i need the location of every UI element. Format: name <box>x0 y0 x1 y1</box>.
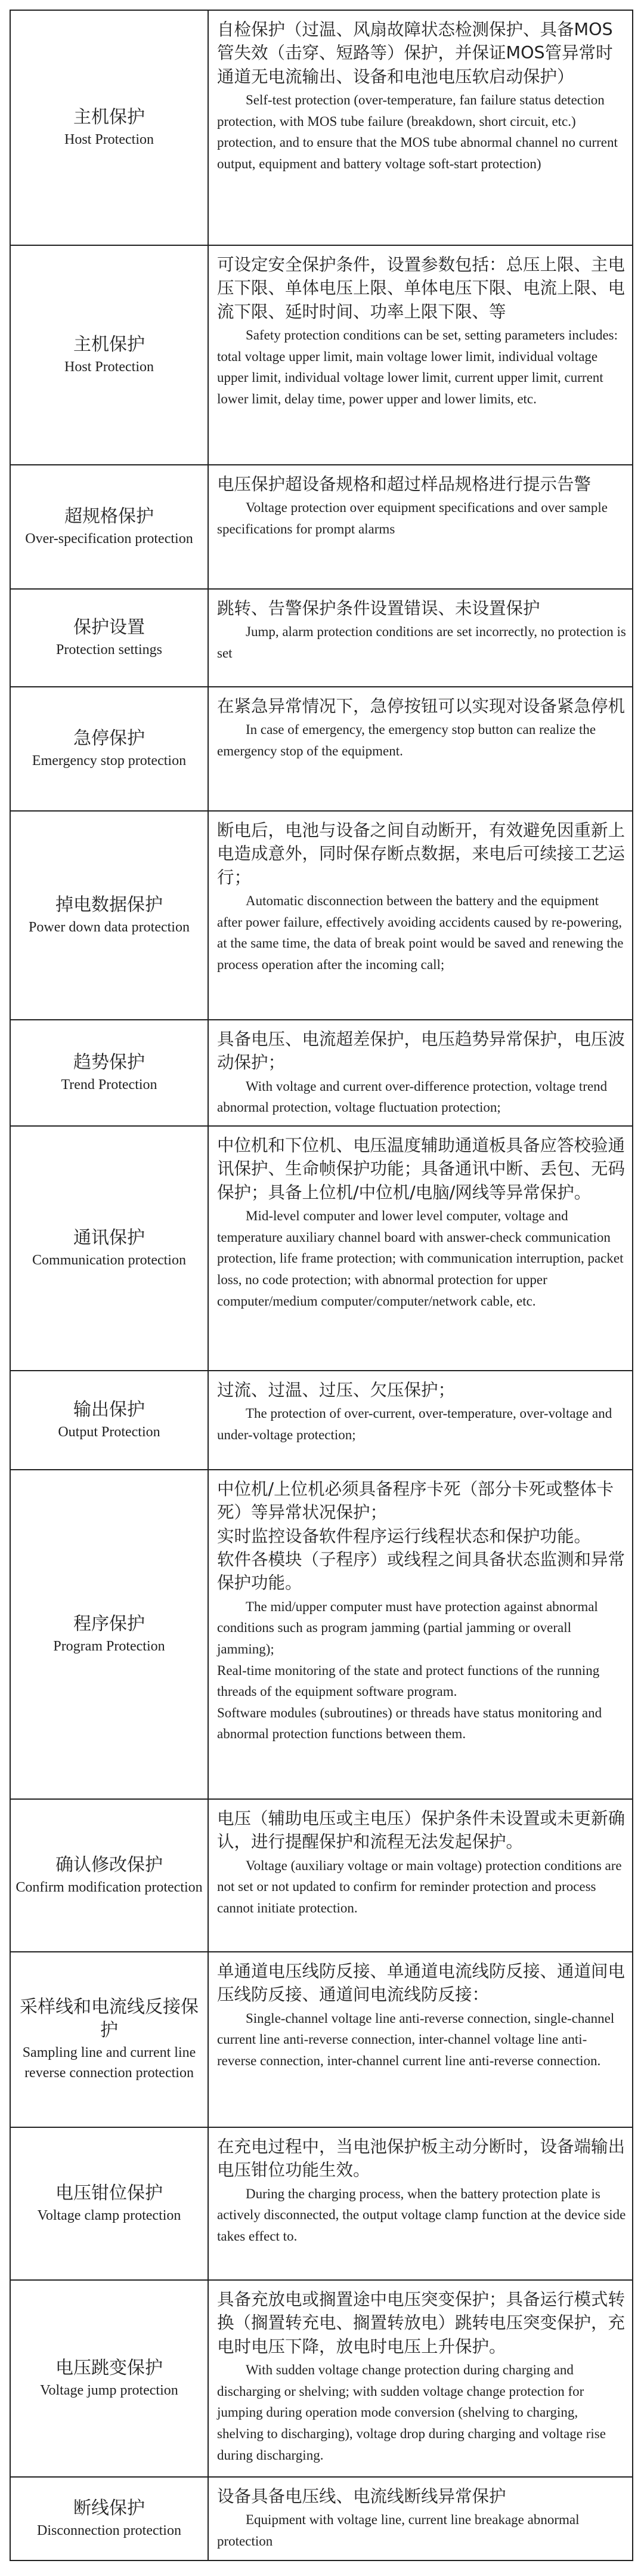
row-description-cell <box>209 1800 632 1951</box>
description-en: Software modules (subroutines) or threads have status monitoring and abnormal protection functions between them. <box>217 1705 602 1742</box>
row-description-cell <box>209 1952 632 2127</box>
table-row <box>11 1798 632 1951</box>
table-row <box>11 1951 632 2127</box>
protection-name-en: Program Protection <box>53 1638 165 1654</box>
protection-name-en: Communication protection <box>32 1252 186 1268</box>
description-zh: 软件各模块（子程序）或线程之间具备状态监测和异常保护功能。 <box>217 1549 626 1593</box>
description-en: With sudden voltage change protection during charging and discharging or shelving; with sudden voltage change protection for jumping during operation mode conversion (shelving to charging, shelving to discharging), voltage drop during charging and voltage rise during discharging. <box>217 2362 606 2463</box>
description-en: Single-channel voltage line anti-reverse connection, single-channel current line anti-reverse connection, inter-channel voltage line anti-reverse connection, inter-channel current line anti-reverse connection. <box>217 2010 615 2068</box>
description-en: Mid-level computer and lower level computer, voltage and temperature auxiliary channel board with answer-check communication protection, life frame protection; with communication interruption, packet loss, no code protection; with abnormal protection for upper computer/medium computer/computer/network cable, etc. <box>217 1208 624 1309</box>
row-label-cell <box>11 1371 209 1469</box>
description-zh: 单通道电压线防反接、单通道电流线防反接、通道间电压线防反接、通道间电流线防反接： <box>217 1961 626 2005</box>
description-zh: 自检保护（过温、风扇故障状态检测保护、具备MOS管失效（击穿、短路等）保护，并保证MOS管异常时通道无电流输出、设备和电池电压软启动保护） <box>217 20 613 87</box>
protection-name-en: Emergency stop protection <box>32 752 187 769</box>
protection-name-en: Confirm modification protection <box>16 1879 203 1895</box>
row-description-cell <box>209 2128 632 2279</box>
row-label-cell <box>11 246 209 464</box>
row-label-cell <box>11 687 209 810</box>
row-label-cell <box>11 1127 209 1370</box>
row-description-cell <box>209 2478 632 2560</box>
protection-name-en: Voltage clamp protection <box>37 2207 181 2223</box>
protection-name-zh: 主机保护 <box>73 106 145 128</box>
protection-name-zh: 通讯保护 <box>73 1227 145 1248</box>
protection-name-zh: 急停保护 <box>73 727 145 749</box>
row-label-cell <box>11 1952 209 2127</box>
protection-name-en: Voltage jump protection <box>40 2382 178 2398</box>
row-description-cell <box>209 812 632 1019</box>
protection-name-zh: 断线保护 <box>73 2497 145 2519</box>
description-zh: 中位机和下位机、电压温度辅助通道板具备应答校验通讯保护、生命帧保护功能；具备通讯中断、丢包、无码保护；具备上位机/中位机/电脑/网线等异常保护。 <box>217 1136 626 1202</box>
protection-name-zh: 电压钳位保护 <box>55 2182 163 2204</box>
protection-name-en: Over-specification protection <box>25 530 193 547</box>
row-label-cell <box>11 11 209 245</box>
protection-table <box>10 10 633 2561</box>
protection-name-en: Trend Protection <box>61 1076 157 1093</box>
row-description-cell <box>209 1127 632 1370</box>
protection-name-en: Sampling line and current line reverse connection protection <box>22 2045 196 2081</box>
protection-name-en: Protection settings <box>56 641 162 658</box>
description-zh: 设备具备电压线、电流线断线异常保护 <box>217 2486 506 2506</box>
protection-name-en: Host Protection <box>64 131 154 147</box>
description-zh: 电压保护超设备规格和超过样品规格进行提示告警 <box>217 474 592 494</box>
row-description-cell <box>209 11 632 245</box>
protection-name-zh: 电压跳变保护 <box>55 2357 163 2378</box>
table-row <box>11 1469 632 1798</box>
row-label-cell <box>11 465 209 588</box>
row-description-cell <box>209 590 632 686</box>
description-en: Real-time monitoring of the state and protect functions of the running threads of the equipment software program. <box>217 1662 600 1699</box>
table-row <box>11 2127 632 2279</box>
description-zh: 在紧急异常情况下，急停按钮可以实现对设备紧急停机 <box>217 696 626 716</box>
description-en: Automatic disconnection between the battery and the equipment after power failure, effectively avoiding accidents caused by re-powering, at the same time, the data of break point would be saved and renewing the process operation after the incoming call; <box>217 893 624 972</box>
row-label-cell <box>11 590 209 686</box>
protection-name-en: Host Protection <box>64 359 154 375</box>
row-description-cell <box>209 465 632 588</box>
row-label-cell <box>11 812 209 1019</box>
table-row <box>11 1125 632 1370</box>
protection-name-zh: 主机保护 <box>73 334 145 355</box>
description-zh: 具备电压、电流超差保护，电压趋势异常保护，电压波动保护； <box>217 1029 626 1073</box>
description-en: In case of emergency, the emergency stop button can realize the emergency stop of the equipment. <box>217 722 596 758</box>
description-en: The mid/upper computer must have protection against abnormal conditions such as program jamming (partial jamming or overall jamming); <box>217 1599 598 1656</box>
protection-name-zh: 掉电数据保护 <box>55 894 163 915</box>
description-zh: 电压（辅助电压或主电压）保护条件未设置或未更新确认，进行提醒保护和流程无法发起保护。 <box>217 1809 626 1852</box>
protection-name-zh: 确认修改保护 <box>55 1854 163 1875</box>
row-description-cell <box>209 1371 632 1469</box>
description-zh: 具备充放电或搁置途中电压突变保护；具备运行模式转换（搁置转充电、搁置转放电）跳转电压突变保护，充电时电压下降，放电时电压上升保护。 <box>217 2290 626 2356</box>
table-row <box>11 1019 632 1125</box>
description-en: With voltage and current over-difference protection, voltage trend abnormal protection, voltage fluctuation protection; <box>217 1078 608 1115</box>
description-zh: 断电后，电池与设备之间自动断开，有效避免因重新上电造成意外，同时保存断点数据，来电后可续接工艺运行； <box>217 820 626 887</box>
row-description-cell <box>209 1020 632 1125</box>
description-zh: 中位机/上位机必须具备程序卡死（部分卡死或整体卡死）等异常状况保护； <box>217 1479 614 1523</box>
protection-name-en: Output Protection <box>58 1424 160 1440</box>
table-row <box>11 2279 632 2476</box>
protection-name-en: Disconnection protection <box>37 2522 181 2538</box>
description-en: During the charging process, when the battery protection plate is actively disconnected, the output voltage clamp function at the device side takes effect to. <box>217 2186 626 2244</box>
protection-name-zh: 超规格保护 <box>64 505 154 527</box>
row-label-cell <box>11 1470 209 1798</box>
row-description-cell <box>209 246 632 464</box>
description-en: Voltage protection over equipment specifications and over sample specifications for prompt alarms <box>217 500 608 536</box>
table-row <box>11 2476 632 2560</box>
table-row <box>11 588 632 686</box>
row-description-cell <box>209 1470 632 1798</box>
table-row <box>11 464 632 588</box>
description-en: Voltage (auxiliary voltage or main voltage) protection conditions are not set or not updated to confirm for reminder protection and process cannot initiate protection. <box>217 1858 622 1915</box>
description-en: Equipment with voltage line, current line breakage abnormal protection <box>217 2512 580 2549</box>
row-label-cell <box>11 1020 209 1125</box>
description-zh: 可设定安全保护条件，设置参数包括：总压上限、主电压下限、单体电压上限、单体电压下限、电流上限、电流下限、延时时间、功率上限下限、等 <box>217 255 626 322</box>
table-row <box>11 686 632 810</box>
table-row <box>11 810 632 1019</box>
protection-name-zh: 保护设置 <box>73 616 145 638</box>
table-row <box>11 245 632 464</box>
row-label-cell <box>11 2478 209 2560</box>
row-label-cell <box>11 2128 209 2279</box>
row-label-cell <box>11 2281 209 2476</box>
row-description-cell <box>209 687 632 810</box>
table-row <box>11 11 632 245</box>
protection-name-zh: 输出保护 <box>73 1399 145 1420</box>
protection-name-en: Power down data protection <box>29 919 190 935</box>
row-label-cell <box>11 1800 209 1951</box>
description-zh: 在充电过程中，当电池保护板主动分断时，设备端输出电压钳位功能生效。 <box>217 2137 626 2180</box>
description-zh: 过流、过温、过压、欠压保护； <box>217 1380 456 1400</box>
description-en: Jump, alarm protection conditions are set incorrectly, no protection is set <box>217 624 626 661</box>
table-row <box>11 1370 632 1469</box>
description-en: The protection of over-current, over-temperature, over-voltage and under-voltage protection; <box>217 1406 612 1442</box>
description-en: Self-test protection (over-temperature, fan failure status detection protection, with MOS tube failure (breakdown, short circuit, etc.) protection, and to ensure that the MOS tube abnormal channel no current output, equipment and battery voltage soft-start protection) <box>217 92 618 171</box>
description-zh: 跳转、告警保护条件设置错误、未设置保护 <box>217 599 540 618</box>
protection-name-zh: 程序保护 <box>73 1613 145 1634</box>
row-description-cell <box>209 2281 632 2476</box>
description-zh: 实时监控设备软件程序运行线程状态和保护功能。 <box>217 1526 592 1546</box>
protection-name-zh: 采样线和电流线反接保护 <box>20 1997 199 2041</box>
protection-name-zh: 趋势保护 <box>73 1051 145 1073</box>
description-en: Safety protection conditions can be set, setting parameters includes: total voltage upper limit, main voltage lower limit, individual voltage upper limit, individual voltage lower limit, current upper limit, current lower limit, delay time, power upper and lower limits, etc. <box>217 327 618 406</box>
